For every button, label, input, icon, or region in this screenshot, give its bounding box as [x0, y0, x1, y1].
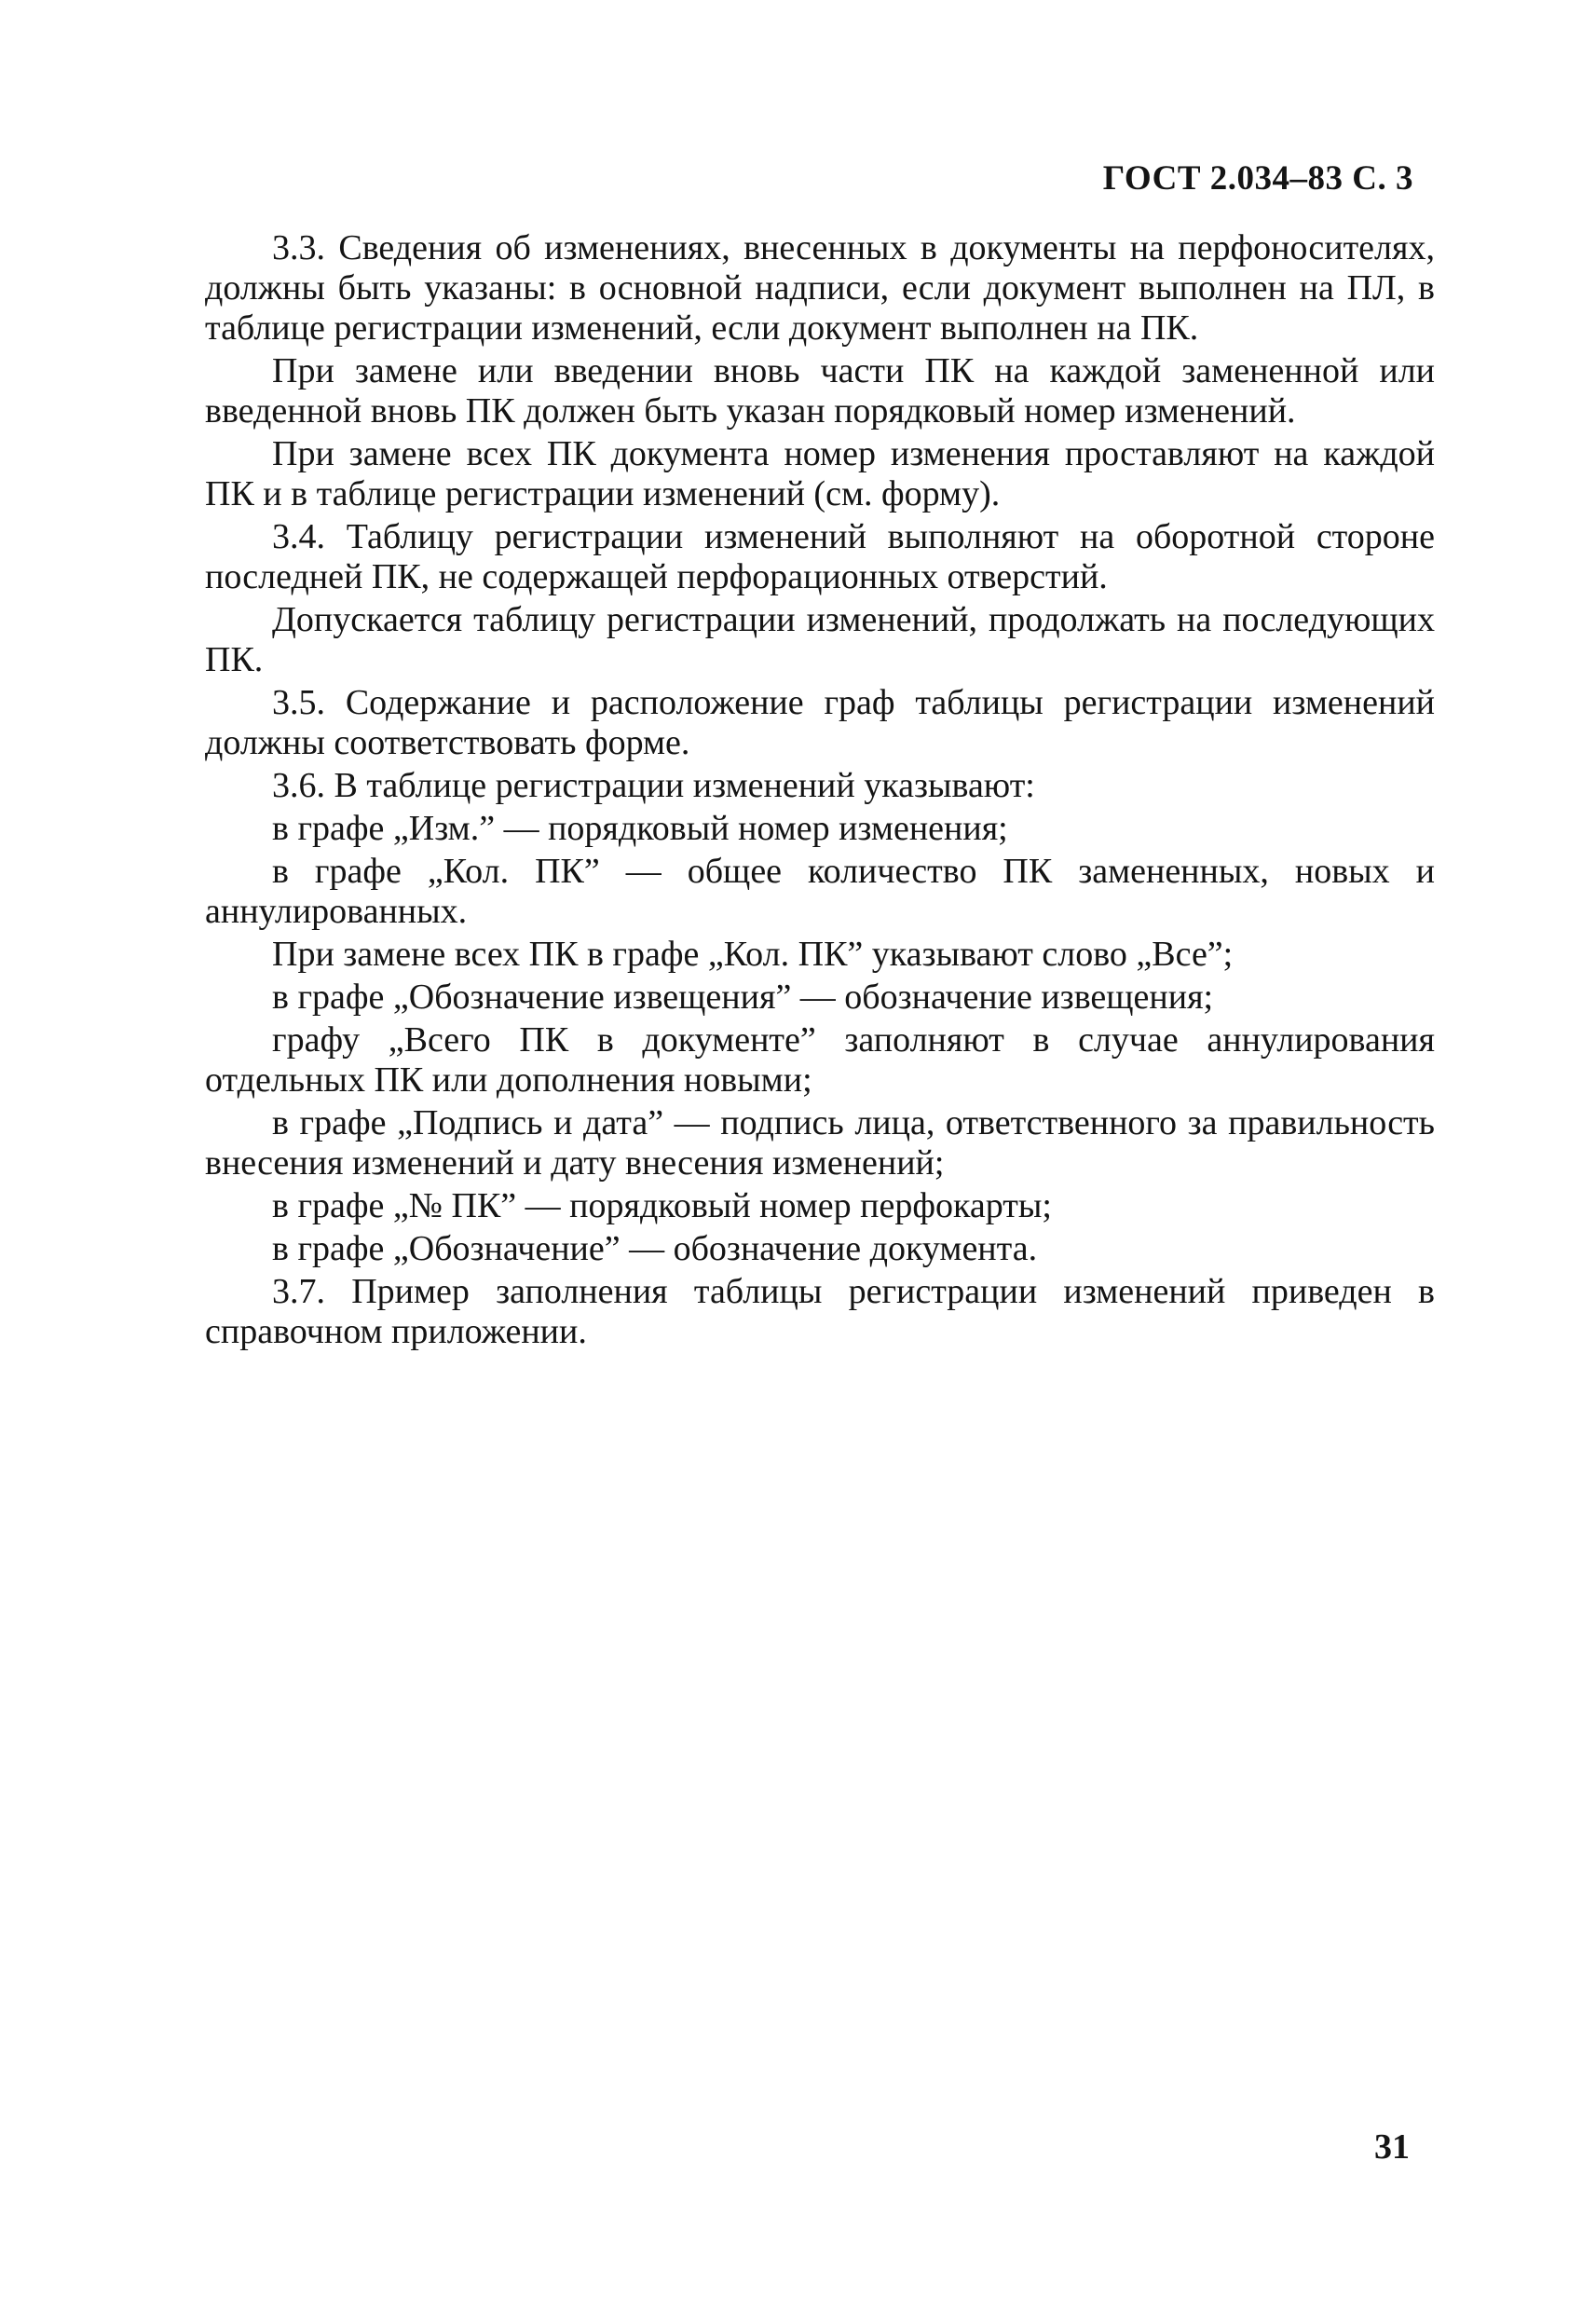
paragraph-column-signature-date: в графе „Подпись и дата” — подпись лица, ответственного за правильность внесения изменений и дату внесения изменений;	[205, 1103, 1435, 1183]
paragraph-column-card-number: в графе „№ ПК” — порядковый номер перфокарты;	[272, 1186, 1052, 1225]
page-number: 31	[1374, 2127, 1410, 2167]
paragraph-3-6: 3.6. В таблице регистрации изменений указывают:	[272, 766, 1035, 805]
paragraph-3-4: 3.4. Таблицу регистрации изменений выполняют на оборотной стороне последней ПК, не содержащей перфорационных отверстий.	[205, 517, 1435, 596]
paragraph-column-izm: в графе „Изм.” — порядковый номер изменения;	[272, 809, 1008, 848]
page-header-doc-ref: ГОСТ 2.034–83 С. 3	[1102, 159, 1413, 198]
paragraph-full-replacement: При замене всех ПК документа номер изменения проставляют на каждой ПК и в таблице регистрации изменений (см. форму).	[205, 434, 1435, 513]
paragraph-column-kol-pk: в графе „Кол. ПК” — общее количество ПК замененных, новых и аннулированных.	[205, 852, 1435, 931]
document-body	[205, 228, 1435, 1355]
paragraph-3-7: 3.7. Пример заполнения таблицы регистрации изменений приведен в справочном приложении.	[205, 1272, 1435, 1351]
paragraph-all-cards-replaced: При замене всех ПК в графе „Кол. ПК” указывают слово „Все”;	[272, 935, 1234, 974]
paragraph-column-total-pk: графу „Всего ПК в документе” заполняют в случае аннулирования отдельных ПК или дополнения новыми;	[205, 1020, 1435, 1100]
paragraph-continuation-allowed: Допускается таблицу регистрации изменений, продолжать на последующих ПК.	[205, 600, 1435, 679]
paragraph-partial-replacement: При замене или введении вновь части ПК на каждой замененной или введенной вновь ПК должен быть указан порядковый номер изменений.	[205, 351, 1435, 431]
paragraph-column-designation: в графе „Обозначение” — обозначение документа.	[272, 1229, 1038, 1268]
paragraph-column-notice: в графе „Обозначение извещения” — обозначение извещения;	[272, 978, 1214, 1017]
paragraph-3-5: 3.5. Содержание и расположение граф таблицы регистрации изменений должны соответствовать форме.	[205, 683, 1435, 762]
paragraph-3-3: 3.3. Сведения об изменениях, внесенных в документы на перфоносителях, должны быть указаны: в основной надписи, если документ выполнен на ПЛ, в таблице регистрации изменений, если документ выполнен на ПК.	[205, 228, 1435, 348]
